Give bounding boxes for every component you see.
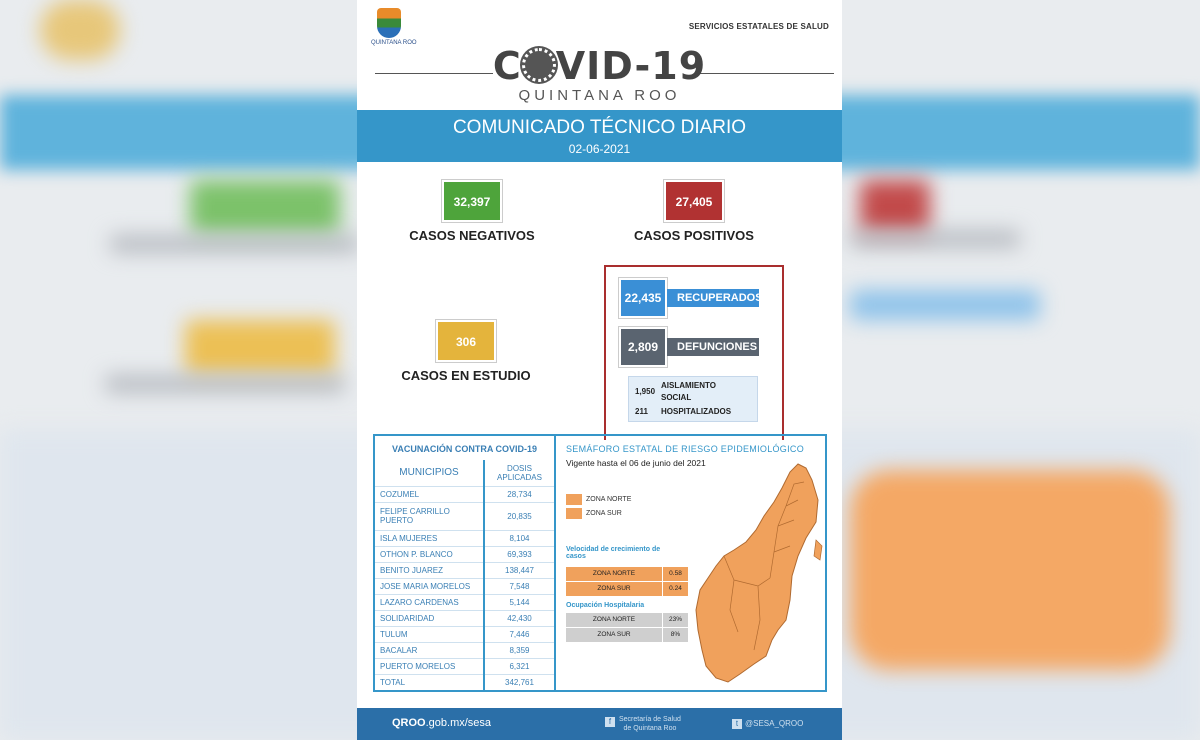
municipio-cell: TULUM xyxy=(375,626,484,642)
legend-label: ZONA NORTE xyxy=(586,496,632,503)
url-domain: QROO xyxy=(392,717,426,729)
covid-title xyxy=(357,44,842,88)
table-row xyxy=(375,562,554,578)
validity-text: Vigente hasta el 06 de junio del 2021 xyxy=(566,458,706,468)
hospital-occupancy-title: Ocupación Hospitalaria xyxy=(566,602,645,609)
dosis-cell: 28,734 xyxy=(484,486,554,502)
recovered-stat xyxy=(619,278,763,318)
municipio-cell: JOSE MARIA MORELOS xyxy=(375,578,484,594)
risk-title: SEMÁFORO ESTATAL DE RIESGO EPIDEMIOLÓGICO xyxy=(566,444,805,454)
report-date: 02-06-2021 xyxy=(568,142,631,156)
municipio-cell: LAZARO CARDENAS xyxy=(375,594,484,610)
table-row xyxy=(375,486,554,502)
positive-cases-value: 27,405 xyxy=(664,180,724,222)
legend-item-norte xyxy=(566,494,631,505)
cozumel-island xyxy=(814,540,822,560)
table-row xyxy=(375,594,554,610)
legend-item-sur xyxy=(566,508,631,519)
dosis-cell: 138,447 xyxy=(484,562,554,578)
municipio-cell: TOTAL xyxy=(375,674,484,690)
recovered-label: RECUPERADOS xyxy=(667,289,759,307)
facebook-name-line2: de Quintana Roo xyxy=(623,725,677,732)
report-footer xyxy=(357,708,842,740)
zone-name: ZONA NORTE xyxy=(592,616,636,623)
column-header-municipio: MUNICIPIOS xyxy=(399,467,459,479)
legend-label: ZONA SUR xyxy=(586,510,622,517)
growth-rate-title: Velocidad de crecimiento de casos xyxy=(566,546,661,560)
municipio-cell: COZUMEL xyxy=(375,486,484,502)
dosis-cell: 42,430 xyxy=(484,610,554,626)
twitter-icon: t xyxy=(732,719,742,729)
municipio-cell: OTHON P. BLANCO xyxy=(375,546,484,562)
seal-name: QUINTANA ROO xyxy=(371,40,417,46)
facebook-name-line1: Secretaría de Salud xyxy=(619,716,681,723)
hospitalized-value: 211 xyxy=(635,407,648,416)
study-cases-label: CASOS EN ESTUDIO xyxy=(401,368,531,383)
column-header-dosis: DOSIS APLICADAS xyxy=(484,460,554,486)
positive-cases-stat xyxy=(629,180,759,243)
legend-swatch xyxy=(566,494,582,505)
occupancy-row-sur xyxy=(566,628,688,642)
municipio-cell: BENITO JUAREZ xyxy=(375,562,484,578)
occupancy-value: 23% xyxy=(662,613,688,627)
coat-of-arms-icon xyxy=(377,8,401,38)
table-row xyxy=(375,610,554,626)
table-row xyxy=(375,546,554,562)
deaths-label: DEFUNCIONES xyxy=(667,338,759,356)
dosis-cell: 342,761 xyxy=(484,674,554,690)
dosis-cell: 8,104 xyxy=(484,530,554,546)
deaths-value: 2,809 xyxy=(619,327,667,367)
dosis-cell: 5,144 xyxy=(484,594,554,610)
dosis-cell: 7,548 xyxy=(484,578,554,594)
table-row xyxy=(375,626,554,642)
negative-cases-stat xyxy=(407,180,537,243)
deaths-stat xyxy=(619,327,759,367)
virus-icon xyxy=(522,48,556,82)
zone-legend xyxy=(566,494,631,522)
zone-name: ZONA NORTE xyxy=(592,570,636,577)
vaccination-section xyxy=(375,436,556,690)
isolation-value: 1,950 xyxy=(635,387,656,396)
growth-rate-table xyxy=(566,567,688,597)
isolation-hospital-box xyxy=(628,376,758,422)
growth-value: 0.58 xyxy=(662,567,688,581)
hospital-occupancy-table xyxy=(566,613,688,643)
covid-report-document xyxy=(357,0,842,740)
vaccination-title: VACUNACIÓN CONTRA COVID-19 xyxy=(391,444,537,454)
title-rest: VID-19 xyxy=(555,44,707,88)
municipio-cell: BACALAR xyxy=(375,642,484,658)
municipio-cell: FELIPE CARRILLO PUERTO xyxy=(375,502,484,530)
municipio-cell: ISLA MUJERES xyxy=(375,530,484,546)
hospitalized-label: HOSPITALIZADOS xyxy=(661,407,732,416)
banner-title: COMUNICADO TÉCNICO DIARIO xyxy=(452,117,747,138)
twitter-link[interactable] xyxy=(732,719,803,729)
quintana-roo-map xyxy=(694,460,826,686)
zone-name: ZONA SUR xyxy=(597,631,631,638)
agency-name: SERVICIOS ESTATALES DE SALUD xyxy=(688,22,829,31)
recovered-value: 22,435 xyxy=(619,278,667,318)
state-map-shape xyxy=(696,464,818,682)
state-subtitle: QUINTANA ROO xyxy=(518,87,681,104)
municipio-cell: PUERTO MORELOS xyxy=(375,658,484,674)
occupancy-row-norte xyxy=(566,613,688,627)
positive-cases-label: CASOS POSITIVOS xyxy=(634,228,754,243)
url-path: .gob.mx/sesa xyxy=(425,717,492,729)
table-row xyxy=(375,530,554,546)
table-row xyxy=(375,578,554,594)
municipio-cell: SOLIDARIDAD xyxy=(375,610,484,626)
growth-value: 0.24 xyxy=(662,582,688,596)
dosis-cell: 8,359 xyxy=(484,642,554,658)
growth-row-sur xyxy=(566,582,688,596)
negative-cases-label: CASOS NEGATIVOS xyxy=(409,228,535,243)
dosis-cell: 69,393 xyxy=(484,546,554,562)
negative-cases-value: 32,397 xyxy=(442,180,502,222)
website-link[interactable] xyxy=(392,717,491,729)
facebook-link[interactable] xyxy=(608,715,681,733)
isolation-label: AISLAMIENTO SOCIAL xyxy=(661,381,716,402)
study-cases-value: 306 xyxy=(436,320,496,362)
zone-name: ZONA SUR xyxy=(597,585,631,592)
study-cases-stat xyxy=(401,320,531,383)
report-banner xyxy=(357,110,842,162)
vaccination-and-risk-panel xyxy=(373,434,827,692)
table-row xyxy=(375,642,554,658)
occupancy-value: 8% xyxy=(662,628,688,642)
table-row xyxy=(375,502,554,530)
facebook-icon: f xyxy=(605,717,615,727)
report-header xyxy=(357,0,842,110)
dosis-cell: 20,835 xyxy=(484,502,554,530)
table-row xyxy=(375,658,554,674)
dosis-cell: 6,321 xyxy=(484,658,554,674)
table-row xyxy=(375,674,554,690)
legend-swatch xyxy=(566,508,582,519)
dosis-cell: 7,446 xyxy=(484,626,554,642)
vaccination-table xyxy=(375,460,554,690)
growth-row-norte xyxy=(566,567,688,581)
risk-traffic-light-section xyxy=(556,436,825,690)
title-letter-c: C xyxy=(492,44,522,88)
twitter-handle: @SESA_QROO xyxy=(745,719,804,729)
